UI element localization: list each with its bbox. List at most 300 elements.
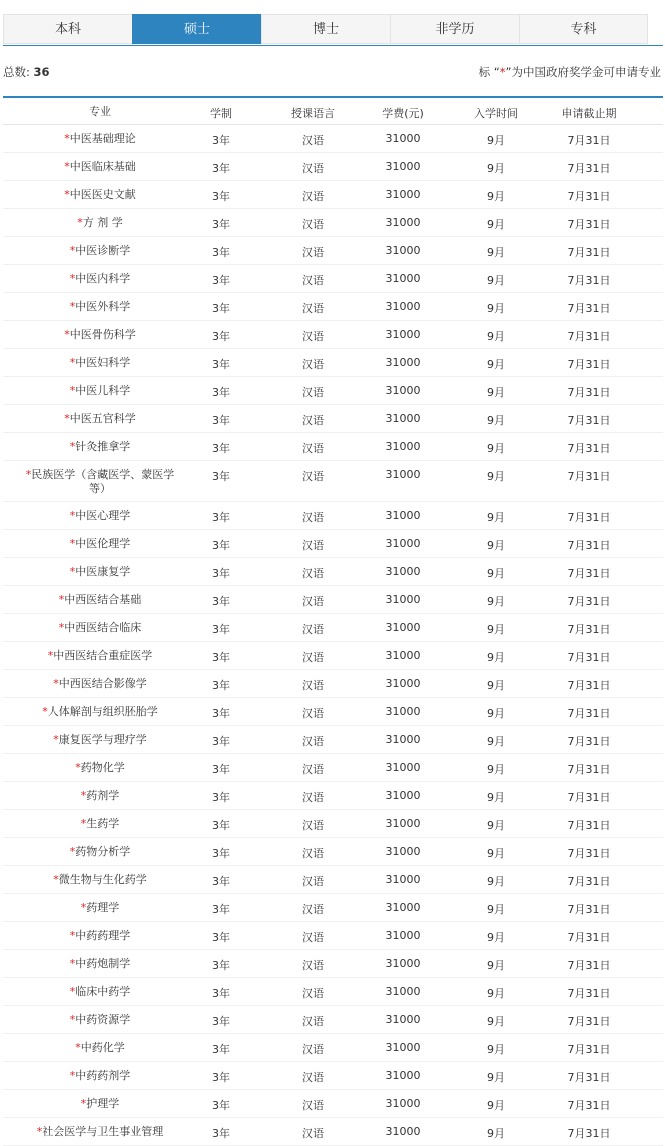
major-cell	[25, 789, 175, 803]
star-icon: *	[69, 384, 76, 397]
major-cell	[25, 244, 175, 258]
deadline-cell: 7月31日	[567, 567, 611, 580]
deadline-cell: 7月31日	[567, 791, 611, 804]
duration-cell: 3年	[212, 539, 230, 552]
table-row	[3, 1118, 663, 1146]
table-header	[3, 98, 663, 125]
deadline-cell: 7月31日	[567, 1015, 611, 1028]
table-row	[3, 502, 663, 530]
major-cell	[25, 1013, 175, 1027]
table-row	[3, 782, 663, 810]
star-icon: *	[75, 1041, 81, 1054]
major-name: 民族医学（含藏医学、蒙医学等）	[31, 468, 175, 495]
deadline-cell: 7月31日	[567, 623, 611, 636]
fee-cell: 31000	[385, 216, 421, 229]
major-name: 中医诊断学	[75, 244, 131, 257]
major-name: 中医医史文献	[69, 188, 136, 201]
language-cell: 汉语	[302, 735, 324, 748]
major-name: 中医基础理论	[69, 132, 136, 145]
fee-cell: 31000	[385, 1069, 421, 1082]
star-icon: *	[64, 328, 70, 341]
deadline-cell: 7月31日	[567, 651, 611, 664]
start-cell: 9月	[487, 651, 505, 664]
language-cell: 汉语	[302, 511, 324, 524]
deadline-cell: 7月31日	[567, 302, 611, 315]
language-cell: 汉语	[302, 959, 324, 972]
deadline-cell: 7月31日	[567, 1099, 611, 1112]
fee-cell: 31000	[385, 160, 421, 173]
duration-cell: 3年	[212, 903, 230, 916]
duration-cell: 3年	[212, 218, 230, 231]
start-cell: 9月	[487, 470, 505, 483]
major-name: 中药炮制学	[75, 957, 131, 970]
start-cell: 9月	[487, 875, 505, 888]
scholarship-note	[479, 64, 661, 80]
table-row	[3, 922, 663, 950]
major-name: 中药药理学	[75, 929, 131, 942]
fee-cell: 31000	[385, 705, 421, 718]
fee-cell: 31000	[385, 621, 421, 634]
table-row	[3, 726, 663, 754]
table-row	[3, 614, 663, 642]
language-cell: 汉语	[302, 1015, 324, 1028]
star-icon: *	[80, 901, 87, 914]
table-row	[3, 1034, 663, 1062]
start-cell: 9月	[487, 386, 505, 399]
language-cell: 汉语	[302, 903, 324, 916]
duration-cell: 3年	[212, 470, 230, 483]
deadline-cell: 7月31日	[567, 819, 611, 832]
degree-tabs	[3, 14, 649, 46]
major-name: 中药资源学	[75, 1013, 131, 1026]
deadline-cell: 7月31日	[567, 763, 611, 776]
fee-cell: 31000	[385, 328, 421, 341]
fee-cell: 31000	[385, 468, 421, 481]
star-icon: *	[69, 845, 76, 858]
fee-cell: 31000	[385, 537, 421, 550]
fee-cell: 31000	[385, 384, 421, 397]
major-cell	[25, 468, 175, 496]
duration-cell: 3年	[212, 623, 230, 636]
deadline-cell: 7月31日	[567, 134, 611, 147]
fee-cell: 31000	[385, 132, 421, 145]
star-icon: *	[77, 216, 83, 229]
language-cell: 汉语	[302, 274, 324, 287]
star-icon: *	[58, 593, 65, 606]
start-cell: 9月	[487, 595, 505, 608]
fee-cell: 31000	[385, 845, 421, 858]
fee-cell: 31000	[385, 873, 421, 886]
duration-cell: 3年	[212, 1099, 230, 1112]
major-name: 临床中药学	[75, 985, 131, 998]
duration-cell: 3年	[212, 819, 230, 832]
table-row	[3, 530, 663, 558]
start-cell: 9月	[487, 903, 505, 916]
duration-cell: 3年	[212, 931, 230, 944]
star-icon: *	[69, 1069, 76, 1082]
star-icon: *	[53, 733, 59, 746]
deadline-cell: 7月31日	[567, 190, 611, 203]
language-cell: 汉语	[302, 162, 324, 175]
table-row	[3, 642, 663, 670]
table-row	[3, 321, 663, 349]
fee-cell: 31000	[385, 356, 421, 369]
start-cell: 9月	[487, 791, 505, 804]
fee-cell: 31000	[385, 412, 421, 425]
duration-cell: 3年	[212, 274, 230, 287]
duration-cell: 3年	[212, 302, 230, 315]
deadline-cell: 7月31日	[567, 358, 611, 371]
language-cell: 汉语	[302, 442, 324, 455]
start-cell: 9月	[487, 539, 505, 552]
summary-bar	[3, 64, 663, 80]
star-icon: *	[25, 468, 32, 481]
major-name: 中医五官科学	[69, 412, 136, 425]
header-major: 专业	[89, 105, 111, 118]
duration-cell: 3年	[212, 679, 230, 692]
start-cell: 9月	[487, 302, 505, 315]
language-cell: 汉语	[302, 470, 324, 483]
duration-cell: 3年	[212, 1043, 230, 1056]
duration-cell: 3年	[212, 651, 230, 664]
major-name: 中西医结合临床	[64, 621, 142, 634]
duration-cell: 3年	[212, 1015, 230, 1028]
deadline-cell: 7月31日	[567, 218, 611, 231]
duration-cell: 3年	[212, 386, 230, 399]
header-language: 授课语言	[291, 107, 335, 120]
major-cell	[25, 356, 175, 370]
language-cell: 汉语	[302, 595, 324, 608]
duration-cell: 3年	[212, 190, 230, 203]
start-cell: 9月	[487, 1099, 505, 1112]
total-value: 36	[33, 65, 50, 79]
language-cell: 汉语	[302, 1099, 324, 1112]
major-name: 药理学	[86, 901, 120, 914]
language-cell: 汉语	[302, 567, 324, 580]
fee-cell: 31000	[385, 957, 421, 970]
fee-cell: 31000	[385, 1125, 421, 1138]
language-cell: 汉语	[302, 414, 324, 427]
star-icon: *	[80, 789, 87, 802]
fee-cell: 31000	[385, 985, 421, 998]
fee-cell: 31000	[385, 929, 421, 942]
major-cell	[25, 440, 175, 454]
start-cell: 9月	[487, 358, 505, 371]
start-cell: 9月	[487, 847, 505, 860]
table-row	[3, 586, 663, 614]
fee-cell: 31000	[385, 901, 421, 914]
major-cell	[25, 1041, 175, 1055]
duration-cell: 3年	[212, 847, 230, 860]
major-name: 中医儿科学	[75, 384, 131, 397]
start-cell: 9月	[487, 162, 505, 175]
start-cell: 9月	[487, 246, 505, 259]
major-name: 药物分析学	[75, 845, 131, 858]
header-deadline: 申请截止期	[561, 107, 617, 120]
major-cell	[25, 817, 175, 831]
table-row	[3, 894, 663, 922]
language-cell: 汉语	[302, 791, 324, 804]
fee-cell: 31000	[385, 1097, 421, 1110]
start-cell: 9月	[487, 707, 505, 720]
deadline-cell: 7月31日	[567, 1127, 611, 1140]
star-icon: *	[47, 649, 54, 662]
duration-cell: 3年	[212, 330, 230, 343]
star-icon: *	[69, 440, 76, 453]
major-name: 中医骨伤科学	[69, 328, 136, 341]
table-row	[3, 405, 663, 433]
tab-doctor[interactable]: 博士	[261, 14, 390, 44]
language-cell: 汉语	[302, 1043, 324, 1056]
deadline-cell: 7月31日	[567, 470, 611, 483]
table-row	[3, 293, 663, 321]
major-cell	[25, 188, 175, 202]
major-name: 中医伦理学	[75, 537, 131, 550]
duration-cell: 3年	[212, 735, 230, 748]
total-count	[3, 64, 50, 80]
table-row	[3, 670, 663, 698]
star-icon: *	[64, 160, 70, 173]
deadline-cell: 7月31日	[567, 162, 611, 175]
star-icon: *	[499, 65, 506, 79]
star-icon: *	[69, 300, 76, 313]
table-row	[3, 349, 663, 377]
deadline-cell: 7月31日	[567, 959, 611, 972]
major-name: 中药化学	[80, 1041, 125, 1054]
language-cell: 汉语	[302, 651, 324, 664]
star-icon: *	[69, 244, 76, 257]
star-icon: *	[53, 677, 59, 690]
star-icon: *	[64, 188, 70, 201]
deadline-cell: 7月31日	[567, 1043, 611, 1056]
star-icon: *	[64, 132, 70, 145]
major-cell	[25, 761, 175, 775]
table-row	[3, 558, 663, 586]
major-name: 药剂学	[86, 789, 120, 802]
duration-cell: 3年	[212, 162, 230, 175]
language-cell: 汉语	[302, 246, 324, 259]
fee-cell: 31000	[385, 188, 421, 201]
deadline-cell: 7月31日	[567, 735, 611, 748]
deadline-cell: 7月31日	[567, 274, 611, 287]
start-cell: 9月	[487, 1071, 505, 1084]
major-cell	[25, 845, 175, 859]
deadline-cell: 7月31日	[567, 246, 611, 259]
duration-cell: 3年	[212, 763, 230, 776]
star-icon: *	[69, 565, 76, 578]
start-cell: 9月	[487, 218, 505, 231]
major-name: 康复医学与理疗学	[58, 733, 147, 746]
duration-cell: 3年	[212, 875, 230, 888]
table-row	[3, 377, 663, 405]
major-cell	[25, 537, 175, 551]
tab-junior-college[interactable]: 专科	[519, 14, 648, 44]
language-cell: 汉语	[302, 931, 324, 944]
start-cell: 9月	[487, 987, 505, 1000]
major-cell	[25, 328, 175, 342]
major-cell	[25, 132, 175, 146]
language-cell: 汉语	[302, 1071, 324, 1084]
duration-cell: 3年	[212, 134, 230, 147]
language-cell: 汉语	[302, 218, 324, 231]
fee-cell: 31000	[385, 244, 421, 257]
major-name: 针灸推拿学	[75, 440, 131, 453]
table-row	[3, 838, 663, 866]
major-cell	[25, 509, 175, 523]
header-start: 入学时间	[474, 107, 518, 120]
start-cell: 9月	[487, 959, 505, 972]
major-cell	[25, 216, 175, 230]
start-cell: 9月	[487, 623, 505, 636]
major-name: 中医外科学	[75, 300, 131, 313]
deadline-cell: 7月31日	[567, 987, 611, 1000]
tab-non-degree[interactable]: 非学历	[390, 14, 519, 44]
language-cell: 汉语	[302, 847, 324, 860]
major-cell	[25, 621, 175, 635]
deadline-cell: 7月31日	[567, 330, 611, 343]
major-cell	[25, 1125, 175, 1139]
star-icon: *	[69, 356, 76, 369]
language-cell: 汉语	[302, 539, 324, 552]
tab-bachelor[interactable]: 本科	[3, 14, 132, 44]
fee-cell: 31000	[385, 593, 421, 606]
major-name: 方 剂 学	[82, 216, 123, 229]
major-name: 药物化学	[80, 761, 125, 774]
major-cell	[25, 412, 175, 426]
duration-cell: 3年	[212, 358, 230, 371]
fee-cell: 31000	[385, 733, 421, 746]
fee-cell: 31000	[385, 649, 421, 662]
deadline-cell: 7月31日	[567, 903, 611, 916]
major-name: 中医康复学	[75, 565, 131, 578]
duration-cell: 3年	[212, 1127, 230, 1140]
major-name: 中西医结合基础	[64, 593, 142, 606]
fee-cell: 31000	[385, 1013, 421, 1026]
fee-cell: 31000	[385, 1041, 421, 1054]
language-cell: 汉语	[302, 623, 324, 636]
table-row	[3, 754, 663, 782]
major-name: 中药药剂学	[75, 1069, 131, 1082]
table-row	[3, 237, 663, 265]
star-icon: *	[69, 985, 76, 998]
header-fee: 学费(元)	[382, 107, 424, 120]
star-icon: *	[69, 537, 76, 550]
language-cell: 汉语	[302, 330, 324, 343]
major-name: 社会医学与卫生事业管理	[42, 1125, 164, 1138]
deadline-cell: 7月31日	[567, 875, 611, 888]
table-row	[3, 209, 663, 237]
start-cell: 9月	[487, 134, 505, 147]
major-cell	[25, 1069, 175, 1083]
deadline-cell: 7月31日	[567, 679, 611, 692]
deadline-cell: 7月31日	[567, 414, 611, 427]
duration-cell: 3年	[212, 707, 230, 720]
language-cell: 汉语	[302, 302, 324, 315]
star-icon: *	[64, 412, 70, 425]
star-icon: *	[42, 705, 48, 718]
deadline-cell: 7月31日	[567, 1071, 611, 1084]
major-cell	[25, 957, 175, 971]
duration-cell: 3年	[212, 442, 230, 455]
deadline-cell: 7月31日	[567, 442, 611, 455]
major-cell	[25, 929, 175, 943]
language-cell: 汉语	[302, 1127, 324, 1140]
language-cell: 汉语	[302, 134, 324, 147]
duration-cell: 3年	[212, 791, 230, 804]
start-cell: 9月	[487, 414, 505, 427]
deadline-cell: 7月31日	[567, 595, 611, 608]
major-cell	[25, 1097, 175, 1111]
major-cell	[25, 272, 175, 286]
note-suffix: ”为中国政府奖学金可申请专业	[505, 65, 661, 79]
duration-cell: 3年	[212, 1071, 230, 1084]
language-cell: 汉语	[302, 707, 324, 720]
start-cell: 9月	[487, 679, 505, 692]
star-icon: *	[69, 509, 76, 522]
fee-cell: 31000	[385, 272, 421, 285]
star-icon: *	[69, 957, 76, 970]
table-row	[3, 866, 663, 894]
start-cell: 9月	[487, 763, 505, 776]
star-icon: *	[75, 761, 81, 774]
major-cell	[25, 565, 175, 579]
major-cell	[25, 985, 175, 999]
major-name: 中西医结合影像学	[58, 677, 147, 690]
major-name: 人体解剖与组织胚胎学	[47, 705, 158, 718]
star-icon: *	[69, 929, 76, 942]
major-name: 中西医结合重症医学	[53, 649, 153, 662]
duration-cell: 3年	[212, 246, 230, 259]
major-name: 中医内科学	[75, 272, 131, 285]
duration-cell: 3年	[212, 567, 230, 580]
major-name: 护理学	[86, 1097, 120, 1110]
deadline-cell: 7月31日	[567, 847, 611, 860]
fee-cell: 31000	[385, 565, 421, 578]
star-icon: *	[69, 1013, 76, 1026]
table-body	[3, 125, 663, 1146]
duration-cell: 3年	[212, 511, 230, 524]
major-cell	[25, 160, 175, 174]
total-label: 总数:	[3, 65, 30, 79]
major-name: 中医临床基础	[69, 160, 136, 173]
language-cell: 汉语	[302, 358, 324, 371]
start-cell: 9月	[487, 1127, 505, 1140]
language-cell: 汉语	[302, 819, 324, 832]
fee-cell: 31000	[385, 677, 421, 690]
star-icon: *	[58, 621, 65, 634]
tabs-divider	[3, 45, 663, 46]
table-row	[3, 810, 663, 838]
table-row	[3, 1006, 663, 1034]
star-icon: *	[80, 817, 87, 830]
deadline-cell: 7月31日	[567, 707, 611, 720]
table-row	[3, 125, 663, 153]
language-cell: 汉语	[302, 763, 324, 776]
table-row	[3, 265, 663, 293]
major-name: 生药学	[86, 817, 120, 830]
tab-master[interactable]: 硕士	[132, 14, 261, 44]
start-cell: 9月	[487, 1043, 505, 1056]
fee-cell: 31000	[385, 789, 421, 802]
table-row	[3, 698, 663, 726]
major-cell	[25, 733, 175, 747]
start-cell: 9月	[487, 274, 505, 287]
language-cell: 汉语	[302, 679, 324, 692]
major-name: 中医心理学	[75, 509, 131, 522]
table-row	[3, 1090, 663, 1118]
deadline-cell: 7月31日	[567, 931, 611, 944]
fee-cell: 31000	[385, 440, 421, 453]
